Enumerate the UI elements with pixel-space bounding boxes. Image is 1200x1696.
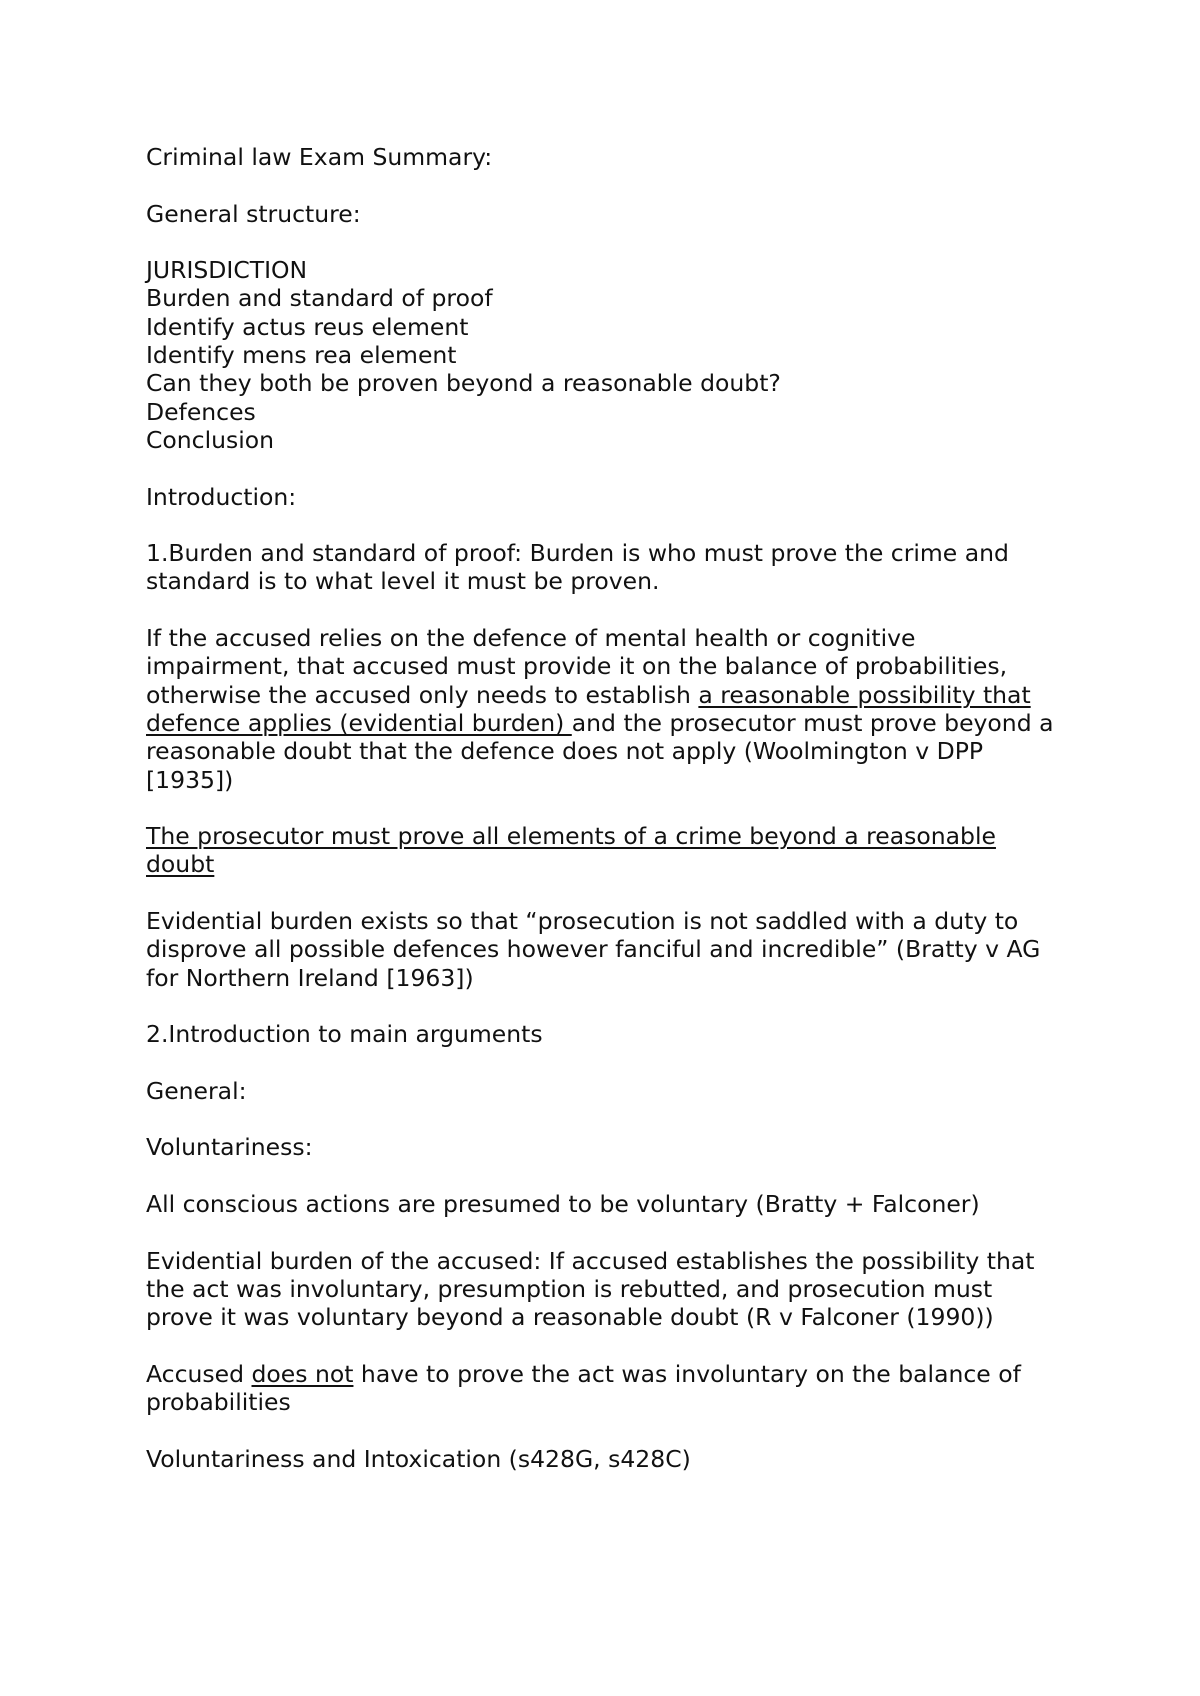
evidential-burden-paragraph: Evidential burden exists so that “prosecution is not saddled with a duty to disprove all possible defences however fanciful and incredible” (Bratty v AG for Northern Ireland [1963]) [146,907,1041,992]
accused-text-part1: Accused [146,1359,252,1388]
general-structure-heading: General structure: [146,199,361,228]
document-title: Criminal law Exam Summary: [146,143,493,171]
structure-item-defences: Defences [146,397,256,426]
prosecutor-paragraph [146,822,1066,879]
accused-text-part2: have to prove the act was involuntary on the balance of probabilities [146,1359,1021,1417]
evidential-burden-accused-paragraph: Evidential burden of the accused: If accused establishes the possibility that the act was involuntary, presumption is rebutted, and prosecution must prove it was voluntary beyond a reasonable doubt (R v Falconer (1990)) [146,1246,1035,1332]
section2-heading: 2.Introduction to main arguments [146,1020,543,1049]
general-heading: General: [146,1076,247,1105]
structure-item-conclusion: Conclusion [146,425,275,454]
structure-list [146,256,1066,454]
section1-paragraph: 1.Burden and standard of proof: Burden is who must prove the crime and standard is to what level it must be proven. [146,539,1009,596]
voluntariness-heading: Voluntariness: [146,1133,313,1162]
structure-item-mens-rea: Identify mens rea element [146,341,457,370]
accused-paragraph [146,1360,1066,1417]
structure-item-actus-reus: Identify actus reus element [146,312,469,341]
defence-text-part1: If the accused relies on the defence of mental health or cognitive impairment, that accused must provide it on the balance of probabilities, otherwise the accused only needs to establish [146,624,1008,709]
structure-item-proof: Can they both be proven beyond a reasonable doubt? [146,369,781,398]
defence-underlined-text: a reasonable possibility that defence applies (evidential burden) [146,680,1031,737]
structure-item-jurisdiction: JURISDICTION [146,256,308,285]
conscious-actions-paragraph: All conscious actions are presumed to be voluntary (Bratty + Falconer) [146,1189,980,1218]
introduction-heading: Introduction: [146,482,297,511]
voluntariness-intoxication-heading: Voluntariness and Intoxication (s428G, s428C) [146,1444,691,1473]
accused-underlined-text: does not [251,1359,354,1388]
defence-paragraph [146,624,1066,794]
defence-text-part2: and the prosecutor must prove beyond a reasonable doubt that the defence does not apply (Woolmington v DPP [1935]) [146,708,1054,794]
document-page [146,143,1066,1501]
structure-item-burden: Burden and standard of proof [146,284,493,313]
prosecutor-underlined-text: The prosecutor must prove all elements of a crime beyond a reasonable doubt [146,822,996,879]
